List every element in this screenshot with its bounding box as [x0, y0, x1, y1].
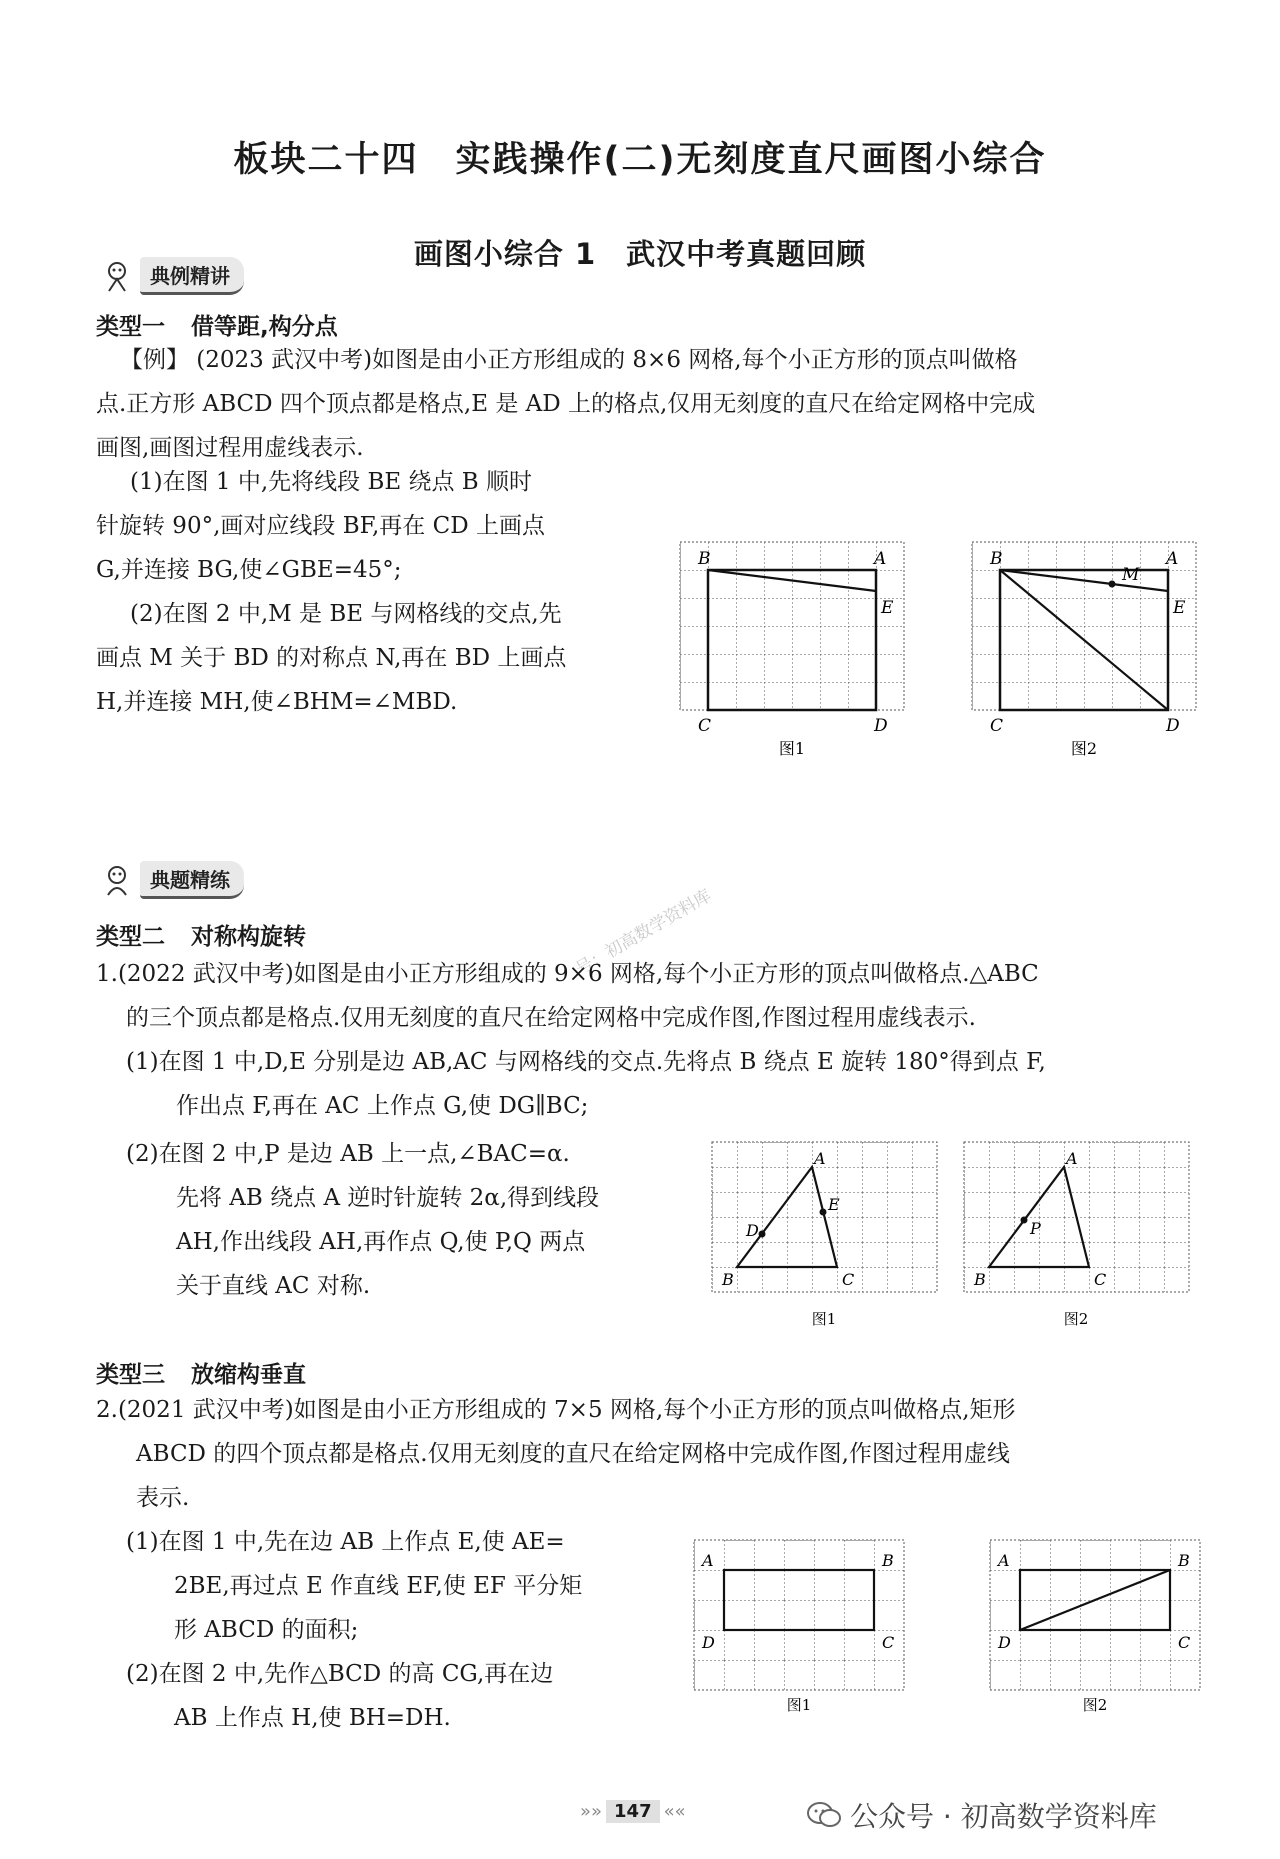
- grid-8x6: [680, 542, 904, 710]
- label-b: B: [722, 1270, 734, 1289]
- example-figure-1: [668, 528, 918, 758]
- label-m: M: [1122, 565, 1140, 585]
- label-a: A: [1166, 549, 1179, 569]
- label-d: D: [1166, 716, 1180, 736]
- problem-2-q1-line: (1)在图 1 中,先在边 AB 上作点 E,使 AE=: [126, 1529, 565, 1555]
- diagonal-watermark: 号：初高数学资料库: [572, 885, 716, 980]
- example-line: 画图,画图过程用虚线表示.: [96, 435, 364, 461]
- example-q2-line: H,并连接 MH,使∠BHM=∠MBD.: [96, 689, 458, 715]
- mascot-icon: [100, 259, 134, 293]
- label-a: A: [814, 1149, 826, 1168]
- label-p: P: [1030, 1219, 1041, 1238]
- label-b: B: [1178, 1551, 1190, 1570]
- grid-7x5: [694, 1540, 904, 1690]
- label-a: A: [702, 1551, 714, 1570]
- label-e: E: [828, 1195, 840, 1214]
- label-a: A: [998, 1551, 1010, 1570]
- example-q1-line: G,并连接 BG,使∠GBE=45°;: [96, 557, 402, 583]
- label-d: D: [746, 1221, 759, 1240]
- label-c: C: [990, 716, 1004, 736]
- type-one-label: 类型一: [96, 314, 165, 340]
- figure-caption: 图2: [1063, 1310, 1089, 1328]
- label-c: C: [1094, 1270, 1107, 1289]
- problem-1-q2-line: 关于直线 AC 对称.: [176, 1273, 371, 1299]
- problem-1-q2: [126, 1132, 686, 1308]
- figure-caption: 图2: [1070, 739, 1098, 758]
- type-two-label: 类型二: [96, 924, 165, 950]
- page-number-group: [580, 1800, 686, 1823]
- label-b: B: [698, 549, 711, 569]
- problem-1-figure-1: [708, 1138, 948, 1334]
- label-b: B: [990, 549, 1003, 569]
- problem-1-line: 的三个顶点都是格点.仅用无刻度的直尺在给定网格中完成作图,作图过程用虚线表示.: [126, 1005, 976, 1031]
- type-one-name: 借等距,构分点: [191, 314, 338, 340]
- example-q1-line: 针旋转 90°,画对应线段 BF,再在 CD 上画点: [96, 513, 545, 539]
- problem-1-line: 1.(2022 武汉中考)如图是由小正方形组成的 9×6 网格,每个小正方形的顶点叫做格点.△ABC: [96, 961, 1039, 987]
- example-tag-label: 典例精讲: [140, 257, 244, 295]
- problem-2-line: 表示.: [136, 1485, 190, 1511]
- practice-tag-label: 典题精练: [140, 861, 244, 899]
- problem-2-q1-line: 2BE,再过点 E 作直线 EF,使 EF 平分矩: [174, 1573, 583, 1599]
- type-two-name: 对称构旋转: [191, 924, 306, 950]
- page-title: 板块二十四 实践操作(二)无刻度直尺画图小综合: [233, 140, 1047, 180]
- figure-caption: 图1: [786, 1696, 812, 1714]
- page-number: 147: [606, 1800, 660, 1823]
- problem-1-q2-line: AH,作出线段 AH,再作点 Q,使 P,Q 两点: [176, 1229, 586, 1255]
- example-q2-line: (2)在图 2 中,M 是 BE 与网格线的交点,先: [130, 601, 562, 627]
- label-c: C: [1178, 1633, 1191, 1652]
- problem-1-q2-line: 先将 AB 绕点 A 逆时针旋转 2α,得到线段: [176, 1185, 600, 1211]
- example-statement: [96, 338, 1196, 470]
- type-three-name: 放缩构垂直: [191, 1362, 306, 1388]
- label-c: C: [842, 1270, 855, 1289]
- figure-caption: 图1: [778, 739, 806, 758]
- figure-caption: 图2: [1082, 1696, 1108, 1714]
- example-questions: [96, 460, 656, 724]
- watermark-text: 公众号 · 初高数学资料库: [850, 1800, 1157, 1833]
- point-m: [1109, 581, 1116, 588]
- point-d: [759, 1231, 766, 1238]
- point-p: [1021, 1217, 1028, 1224]
- problem-1-q1-line: (1)在图 1 中,D,E 分别是边 AB,AC 与网格线的交点.先将点 B 绕点 E 旋转 180°得到点 F,: [126, 1049, 1046, 1075]
- grid-7x5: [990, 1540, 1200, 1690]
- label-b: B: [882, 1551, 894, 1570]
- example-q1-line: (1)在图 1 中,先将线段 BE 绕点 B 顺时: [130, 469, 532, 495]
- example-line: 【例】 (2023 武汉中考)如图是由小正方形组成的 8×6 网格,每个小正方形的顶点叫做格: [120, 347, 1018, 373]
- problem-1-figure-2: [960, 1138, 1200, 1334]
- label-e: E: [881, 598, 894, 618]
- figure-caption: 图1: [811, 1310, 837, 1328]
- problem-1-statement: [96, 952, 1216, 1128]
- grid-8x6: [972, 542, 1196, 710]
- mascot-icon: [100, 863, 134, 897]
- footer-watermark: [806, 1795, 1157, 1835]
- type-two-heading: [96, 918, 306, 951]
- problem-1-q1-line: 作出点 F,再在 AC 上作点 G,使 DG∥BC;: [176, 1093, 589, 1119]
- label-a: A: [874, 549, 887, 569]
- problem-2-figure-2: [986, 1536, 1216, 1716]
- practice-tag: [100, 862, 244, 898]
- label-d: D: [702, 1633, 715, 1652]
- type-one-heading: [96, 308, 338, 341]
- problem-2-questions: [126, 1520, 686, 1740]
- label-d: D: [998, 1633, 1011, 1652]
- example-q2-line: 画点 M 关于 BD 的对称点 N,再在 BD 上画点: [96, 645, 567, 671]
- type-three-heading: [96, 1356, 306, 1389]
- example-figure-2: [960, 528, 1210, 758]
- label-d: D: [874, 716, 888, 736]
- problem-2-statement: [96, 1388, 1216, 1520]
- chevron-left-icon: ««: [663, 1801, 686, 1822]
- problem-1-q2-line: (2)在图 2 中,P 是边 AB 上一点,∠BAC=α.: [126, 1141, 570, 1167]
- label-b: B: [974, 1270, 986, 1289]
- label-c: C: [698, 716, 712, 736]
- label-c: C: [882, 1633, 895, 1652]
- problem-2-q2-line: AB 上作点 H,使 BH=DH.: [174, 1705, 451, 1731]
- chevron-right-icon: »»: [580, 1801, 603, 1822]
- label-e: E: [1173, 598, 1186, 618]
- example-line: 点.正方形 ABCD 四个顶点都是格点,E 是 AD 上的格点,仅用无刻度的直尺在给定网格中完成: [96, 391, 1036, 417]
- problem-2-line: ABCD 的四个顶点都是格点.仅用无刻度的直尺在给定网格中完成作图,作图过程用虚线: [136, 1441, 1010, 1467]
- example-tag: [100, 258, 244, 294]
- type-three-label: 类型三: [96, 1362, 165, 1388]
- problem-2-line: 2.(2021 武汉中考)如图是由小正方形组成的 7×5 网格,每个小正方形的顶点叫做格点,矩形: [96, 1397, 1016, 1423]
- label-a: A: [1066, 1149, 1078, 1168]
- section-subtitle: 画图小综合 1 武汉中考真题回顾: [413, 237, 867, 271]
- problem-2-figure-1: [690, 1536, 920, 1716]
- problem-2-q2-line: (2)在图 2 中,先作△BCD 的高 CG,再在边: [126, 1661, 554, 1687]
- wechat-icon: [806, 1800, 842, 1830]
- point-e: [820, 1209, 827, 1216]
- problem-2-q1-line: 形 ABCD 的面积;: [174, 1617, 359, 1643]
